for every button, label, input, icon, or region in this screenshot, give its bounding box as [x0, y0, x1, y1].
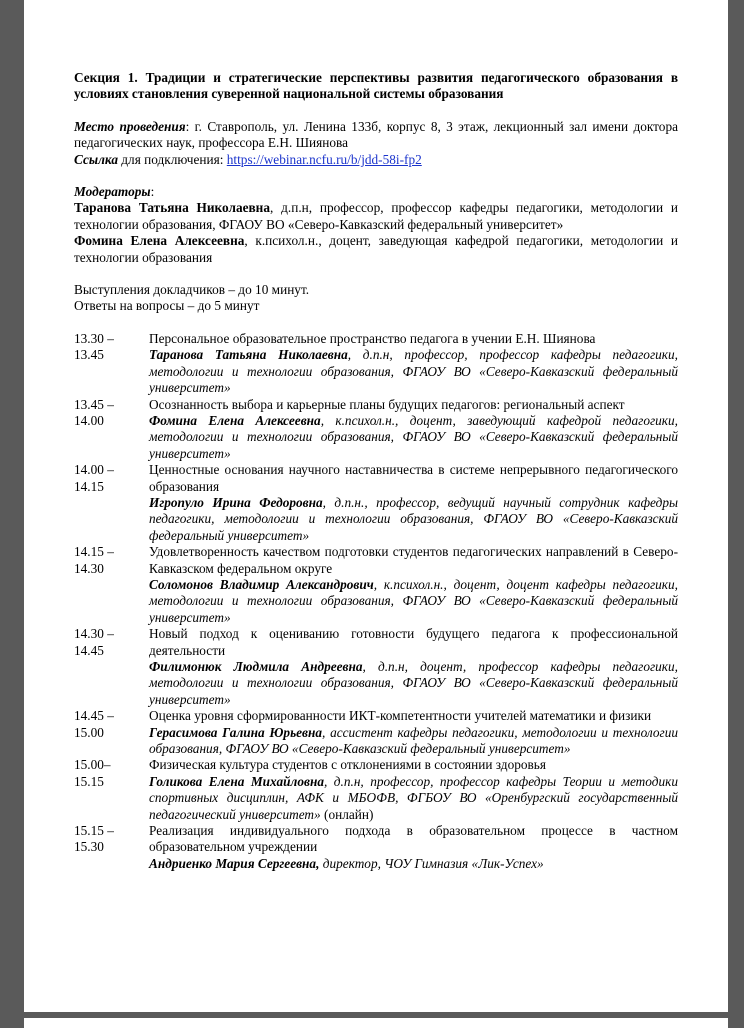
speaker-info: Филимонюк Людмила Андреевна, д.п.н, доцент, профессор кафедры педагогики, методологии и технологии образования, ФГАОУ ВО «Северо-Кавказский федеральный университет»: [149, 659, 678, 707]
moderators-heading: Модераторы:: [74, 184, 155, 200]
speaker-info: Андриенко Мария Сергеевна, директор, ЧОУ Гимназия «Лик-Успех»: [149, 855, 544, 871]
speaker-info: Голикова Елена Михайловна, д.п.н, профессор, профессор кафедры Теории и методики спортивных дисциплин, АФК и МБОФВ, ФГБОУ ВО «Оренбургский государственный педагогический университет» (онлайн): [149, 773, 679, 822]
program-item: [74, 544, 678, 626]
moderator-entry: Таранова Татьяна Николаевна, д.п.н, профессор, профессор кафедры педагогики, методологии и технологии образования, ФГАОУ ВО «Северо-Кавказский федеральный университет»: [74, 200, 678, 232]
talk-topic: Осознанность выбора и карьерные планы будущих педагогов: региональный аспект: [149, 396, 625, 412]
time-slot: 13.45 – 14.00: [74, 396, 114, 428]
program-item: [74, 757, 678, 823]
time-slot: 14.00 – 14.15: [74, 462, 114, 494]
program-item: [74, 823, 678, 872]
time-slot: 15.15 – 15.30: [74, 823, 114, 855]
time-slot: 13.30 – 13.45: [74, 330, 114, 363]
moderator-entry: Фомина Елена Алексеевна, к.психол.н., доцент, заведующая кафедрой педагогики, методологии и технологии образования: [74, 233, 678, 265]
venue: [74, 119, 678, 152]
connection-link: Ссылка для подключения: https://webinar.ncfu.ru/b/jdd-58i-fp2: [74, 151, 422, 167]
talk-topic: Персональное образовательное пространство педагога в учении Е.Н. Шиянова: [149, 330, 596, 346]
time-slot: 14.30 – 14.45: [74, 626, 114, 658]
time-slot: 14.45 – 15.00: [74, 708, 114, 740]
talk-topic: Ценностные основания научного наставничества в системе непрерывного педагогического образования: [149, 462, 678, 494]
moderator-name: Таранова Татьяна Николаевна: [74, 200, 270, 216]
answer-duration-rule: Ответы на вопросы – до 5 минут: [74, 298, 260, 314]
section-title: Секция 1. Традиции и стратегические перспективы развития педагогического образования в условиях становления суверенной национальной системы образования: [74, 70, 678, 102]
talk-topic: Физическая культура студентов с отклонениями в состоянии здоровья: [149, 757, 546, 773]
moderator-name: Фомина Елена Алексеевна: [74, 233, 245, 249]
venue-text: : г. Ставрополь, ул. Ленина 133б, корпус 8, 3 этаж, лекционный зал имени доктора педагогических наук, профессора Е.Н. Шиянова: [74, 118, 678, 151]
speaker-info: Соломонов Владимир Александрович, к.психол.н., доцент, доцент кафедры педагогики, методологии и технологии образования, ФГАОУ ВО «Северо-Кавказский федеральный университет»: [149, 576, 678, 625]
speaker-info: Таранова Татьяна Николаевна, д.п.н, профессор, профессор кафедры педагогики, методологии и технологии образования, ФГАОУ ВО «Северо-Кавказский федеральный университет»: [149, 347, 678, 396]
talk-topic: Оценка уровня сформированности ИКТ-компетентности учителей математики и физики: [149, 708, 652, 724]
program-item: [74, 708, 678, 757]
venue-label: Место проведения: [74, 118, 186, 134]
link-label: Ссылка: [74, 151, 118, 167]
document-content: [74, 70, 678, 872]
program-item: [74, 331, 678, 397]
talk-topic: Удовлетворенность качеством подготовки студентов педагогических направлений в Северо-Кавказском федеральном округе: [149, 544, 678, 576]
speaker-info: Игропуло Ирина Федоровна, д.п.н., профессор, ведущий научный сотрудник кафедры педагогики, методологии и технологии образования, ФГАОУ ВО «Северо-Кавказский федеральный университет»: [149, 494, 678, 543]
webinar-link[interactable]: https://webinar.ncfu.ru/b/jdd-58i-fp2: [226, 151, 422, 167]
program-item: [74, 397, 678, 463]
program-item: [74, 462, 678, 544]
program-list: [74, 331, 678, 872]
program-item: [74, 626, 678, 708]
speaker-info: Герасимова Галина Юрьевна, ассистент кафедры педагогики, методологии и технологии образования, ФГАОУ ВО «Северо-Кавказский федеральный университет»: [149, 724, 678, 757]
next-page-edge: [24, 1018, 728, 1028]
time-slot: 14.15 – 14.30: [74, 544, 114, 576]
speaker-info: Фомина Елена Алексеевна, к.психол.н., доцент, заведующий кафедрой педагогики, методологии и технологии образования, ФГАОУ ВО «Северо-Кавказский федеральный университет»: [149, 412, 678, 461]
talk-topic: Новый подход к оцениванию готовности будущего педагога к профессиональной деятельности: [149, 626, 678, 658]
talk-duration-rule: Выступления докладчиков – до 10 минут.: [74, 282, 310, 298]
time-slot: 15.00– 15.15: [74, 757, 111, 789]
talk-topic: Реализация индивидуального подхода в образовательном процессе в частном образовательном учреждении: [149, 823, 678, 855]
